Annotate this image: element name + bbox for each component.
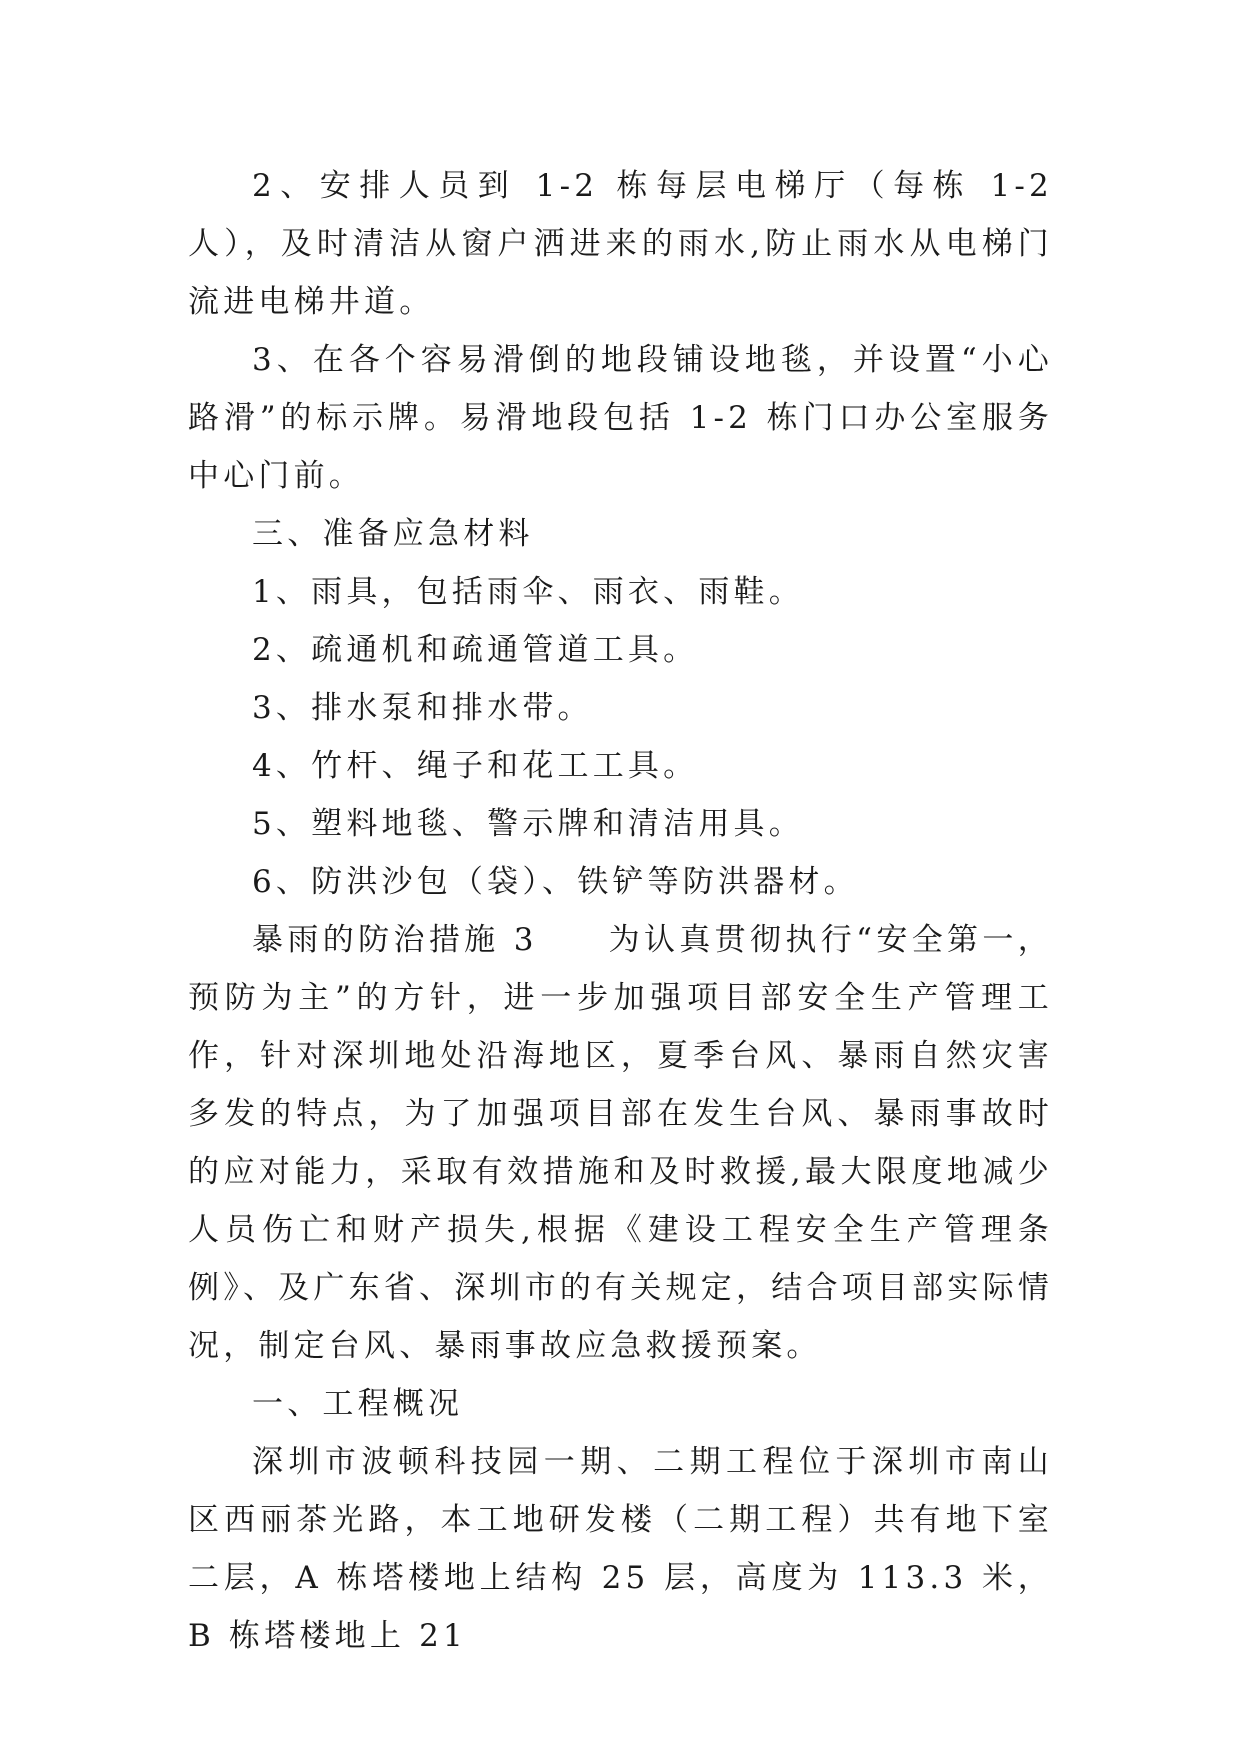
list-item-plastic-carpet: 5、塑料地毯、警示牌和清洁用具。 (252, 806, 804, 842)
list-item-dredging-tools: 2、疏通机和疏通管道工具。 (252, 632, 699, 668)
section-heading-materials: 三、准备应急材料 (252, 516, 534, 552)
paragraph-carpet-signs: 3、在各个容易滑倒的地段铺设地毯，并设置“小心路滑”的标示牌。易滑地段包括 1-2 栋门口办公室服务中心门前。 (188, 342, 1053, 494)
section-heading-project-overview: 一、工程概况 (252, 1386, 464, 1422)
document-body (188, 157, 1068, 1665)
list-item-rain-gear: 1、雨具，包括雨伞、雨衣、雨鞋。 (252, 574, 804, 610)
paragraph-project-overview: 深圳市波顿科技园一期、二期工程位于深圳市南山区西丽茶光路，本工地研发楼（二期工程）共有地下室二层，A 栋塔楼地上结构 25 层，高度为 113.3 米，B 栋塔楼地上 21 (188, 1444, 1053, 1654)
list-item-sandbags: 6、防洪沙包（袋）、铁铲等防洪器材。 (252, 864, 859, 900)
list-item-pump: 3、排水泵和排水带。 (252, 690, 593, 726)
paragraph-elevator-staff: 2、安排人员到 1-2 栋每层电梯厅（每栋 1-2 人），及时清洁从窗户洒进来的雨水,防止雨水从电梯门流进电梯井道。 (188, 168, 1068, 320)
list-item-bamboo-rope: 4、竹杆、绳子和花工工具。 (252, 748, 699, 784)
paragraph-measures-3-intro: 暴雨的防治措施 3 为认真贯彻执行“安全第一，预防为主”的方针，进一步加强项目部安全生产管理工作，针对深圳地处沿海地区，夏季台风、暴雨自然灾害多发的特点，为了加强项目部在发生台风、暴雨事故时的应对能力，采取有效措施和及时救援,最大限度地减少人员伤亡和财产损失,根据《建设工程安全生产管理条例》、及广东省、深圳市的有关规定，结合项目部实际情况，制定台风、暴雨事故应急救援预案。 (188, 922, 1053, 1364)
